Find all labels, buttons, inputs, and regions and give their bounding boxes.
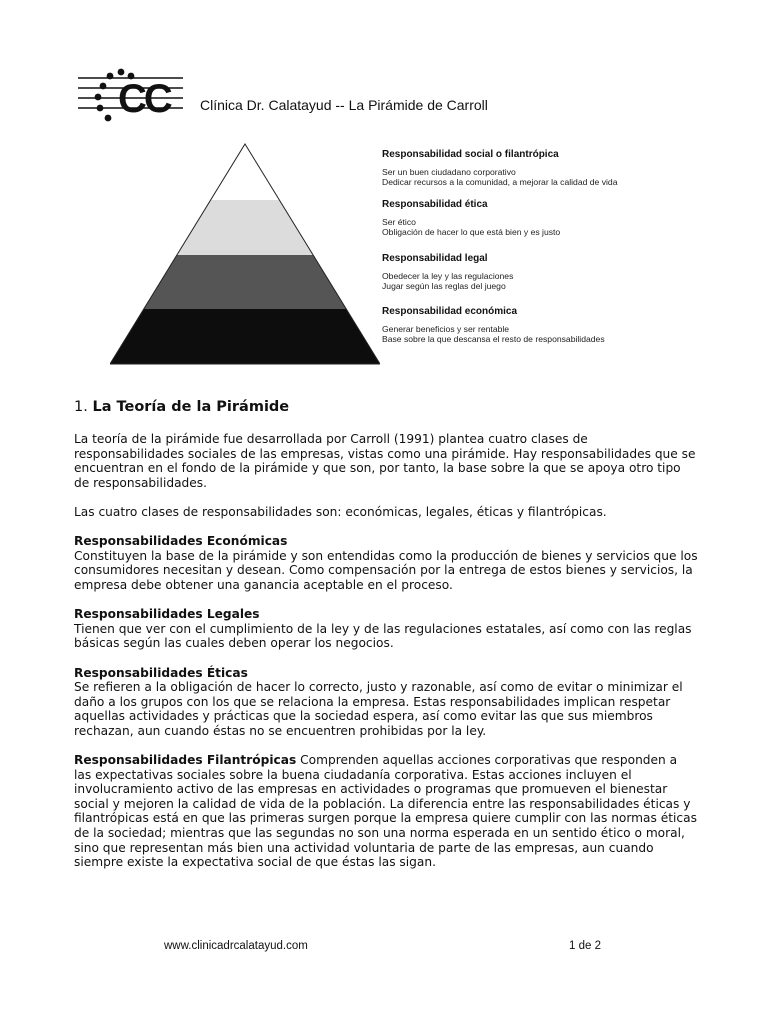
legend-item-philanthropic [382,148,672,187]
intro-paragraph: La teoría de la pirámide fue desarrollada por Carroll (1991) plantea cuatro clases de responsabilidades sociales de las empresas, vistas como una pirámide. Hay responsabilidades que se encuentran en el fondo de la pirámide y que son, por tanto, la base sobre la que se apoya otro tipo de responsabilidades. [74,432,696,490]
subsection-body: Constituyen la base de la pirámide y son entendidas como la producción de bienes y servicios que los consumidores necesitan y desean. Como compensación por la entrega de estos bienes y servicios, la empresa debe obtener una ganancia aceptable en el proceso. [74,548,698,592]
footer-url: www.clinicadrcalatayud.com [164,940,308,952]
pyramid-level-economic [110,309,380,364]
legend-line: Base sobre la que descansa el resto de responsabilidades [382,334,605,344]
legend-line: Dedicar recursos a la comunidad, a mejorar la calidad de vida [382,177,618,187]
section-heading [74,399,289,415]
classes-paragraph: Las cuatro clases de responsabilidades son: económicas, legales, éticas y filantrópicas. [74,504,607,519]
pyramid-level-ethical [177,200,313,255]
clinic-logo [78,66,198,126]
legend-item-legal [382,252,672,291]
legend-line: Jugar según las reglas del juego [382,281,506,291]
legend-item-economic [382,305,672,344]
subsection-philanthropic [74,753,698,870]
page-title: Clínica Dr. Calatayud -- La Pirámide de Carroll [200,97,488,113]
legend-title: Responsabilidad ética [382,199,488,210]
page-number: 1 de 2 [569,940,601,952]
legend-item-ethical [382,198,672,237]
subsection-title: Responsabilidades Económicas [74,534,288,549]
legend-title: Responsabilidad legal [382,253,488,264]
legend-title: Responsabilidad económica [382,306,518,317]
legend-title: Responsabilidad social o filantrópica [382,149,559,160]
carroll-pyramid [110,142,380,366]
pyramid-level-philanthropic [211,144,280,200]
page-header [78,66,678,126]
subsection-title: Responsabilidades Legales [74,607,260,622]
section-title: La Teoría de la Pirámide [92,399,290,415]
legend-line: Obedecer la ley y las regulaciones [382,271,514,281]
legend-line: Ser ético [382,217,416,227]
pyramid-level-legal [144,255,347,309]
legend-line: Ser un buen ciudadano corporativo [382,167,516,177]
body-content [74,432,698,884]
subsection-legal [74,607,698,651]
subsection-title: Responsabilidades Filantrópicas [74,753,297,768]
subsection-ethical [74,666,698,739]
logo-letters: CC [118,77,170,121]
section-number: 1. [74,399,88,415]
legend-line: Generar beneficios y ser rentable [382,324,510,334]
subsection-body: Se refieren a la obligación de hacer lo correcto, justo y razonable, así como de evitar o minimizar el daño a los grupos con los que se relaciona la empresa. Estas responsabilidades implican respetar aquellas actividades y prácticas que la sociedad espera, así como evitar las que sus miembros rechazan, aun cuando éstas no se encuentren prohibidas por la ley. [74,680,683,738]
subsection-body: Comprenden aquellas acciones corporativas que responden a las expectativas sociales sobre la buena ciudadanía corporativa. Estas acciones incluyen el involucramiento activo de las empresas en actividades o programas que promueven el bienestar social y mejoren la calidad de vida de la población. La diferencia entre las responsabilidades éticas y filantrópicas está en que las primeras surgen porque la empresa quiere cumplir con las normas éticas de la sociedad; mientras que las segundas no son una norma esperada en un sentido ético o moral, sino que representan más bien una actividad voluntaria de parte de las empresas, aun cuando siempre existe la expectativa social de que éstas las sigan. [74,753,697,870]
subsection-title: Responsabilidades Éticas [74,665,248,680]
legend-line: Obligación de hacer lo que está bien y es justo [382,227,561,237]
subsection-economic [74,534,698,592]
subsection-body: Tienen que ver con el cumplimiento de la ley y de las regulaciones estatales, así como con las reglas básicas según las cuales deben operar los negocios. [74,621,692,651]
